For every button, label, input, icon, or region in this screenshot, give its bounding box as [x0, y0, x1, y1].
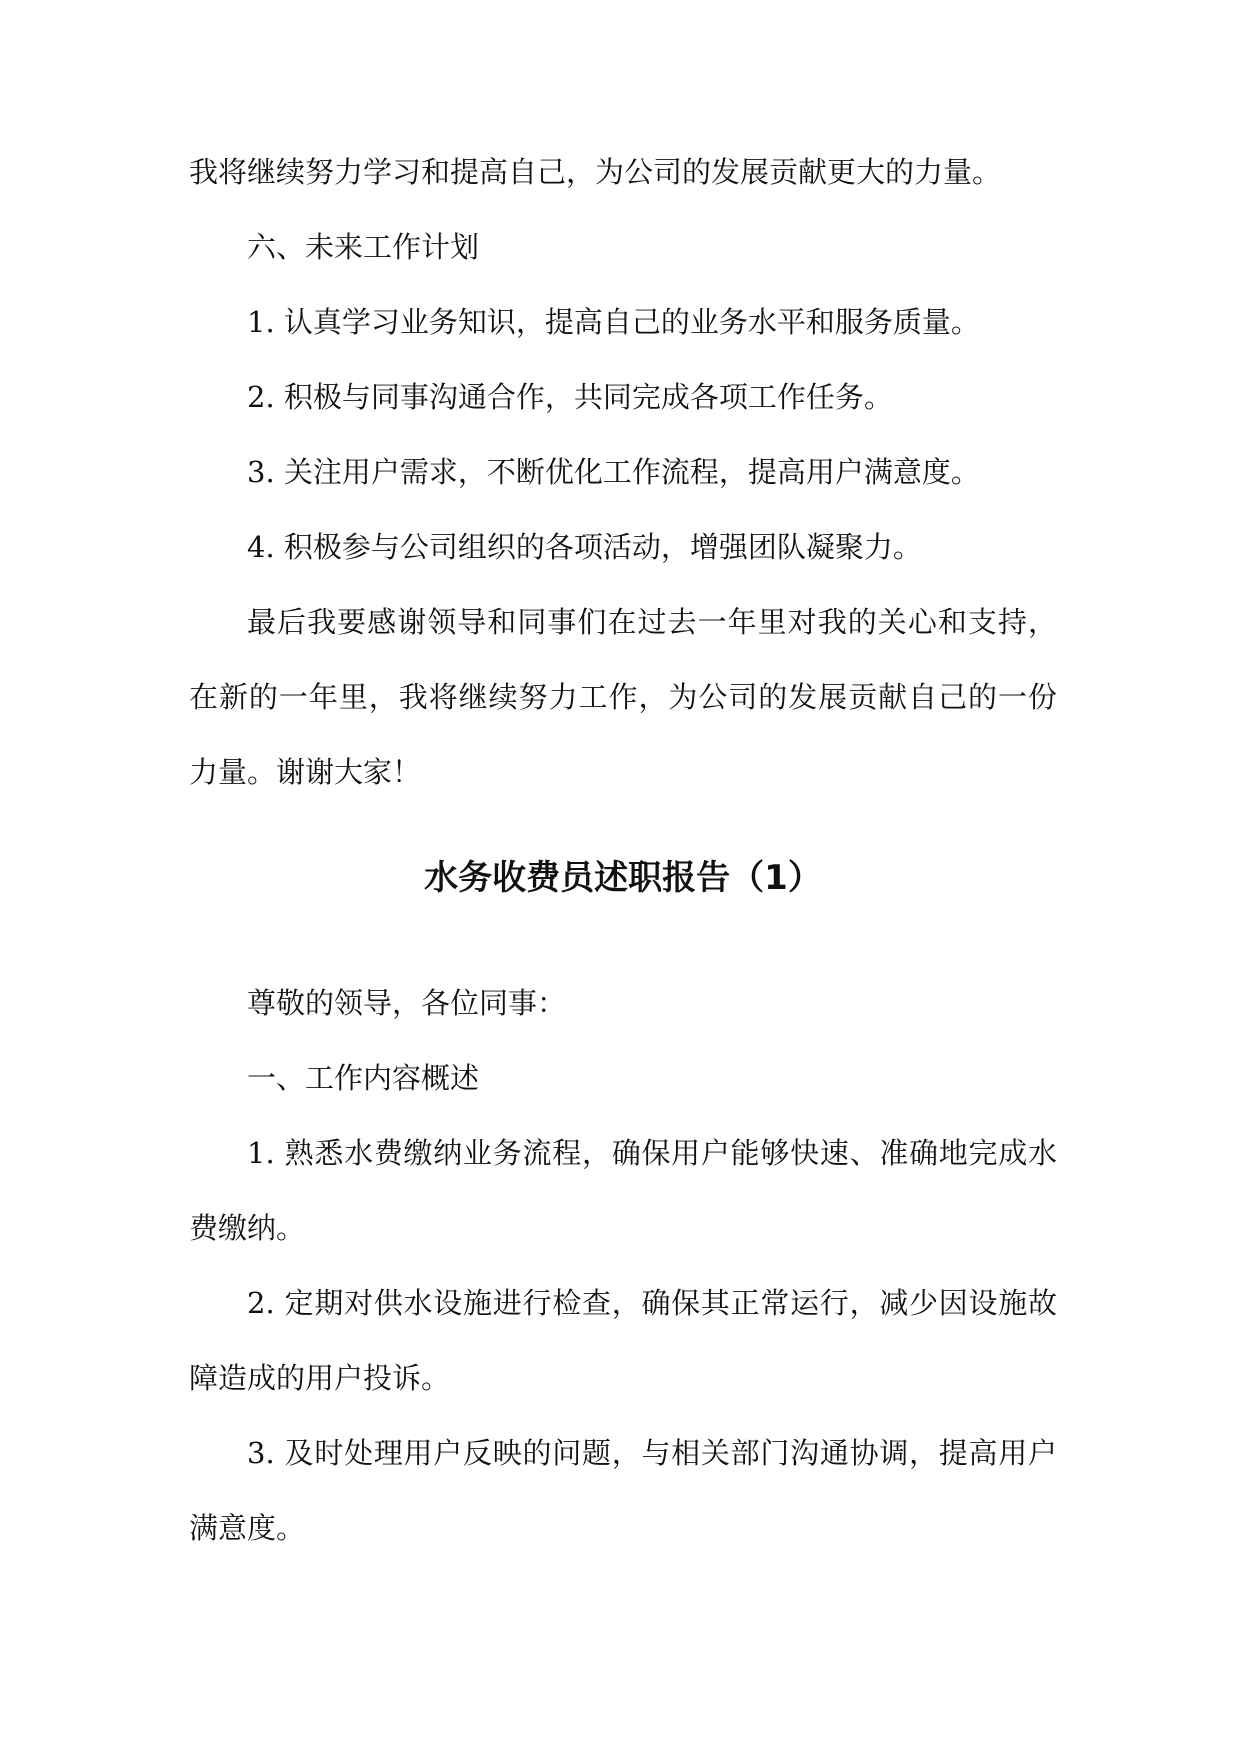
report-part-two — [189, 966, 1057, 1566]
closing-paragraph: 最后我要感谢领导和同事们在过去一年里对我的关心和支持，在新的一年里，我将继续努力工作，为公司的发展贡献自己的一份力量。谢谢大家！ — [189, 605, 1057, 789]
plan-item-4: 4. 积极参与公司组织的各项活动，增强团队凝聚力。 — [247, 530, 922, 564]
plan-item-3: 3. 关注用户需求，不断优化工作流程，提高用户满意度。 — [247, 455, 980, 489]
paragraph-continued: 我将继续努力学习和提高自己，为公司的发展贡献更大的力量。 — [189, 155, 1002, 189]
section-heading-work-overview: 一、工作内容概述 — [247, 1061, 480, 1095]
plan-item-2: 2. 积极与同事沟通合作，共同完成各项工作任务。 — [247, 380, 893, 414]
report-title: 水务收费员述职报告（1） — [424, 858, 822, 898]
work-item-1: 1. 熟悉水费缴纳业务流程，确保用户能够快速、准确地完成水费缴纳。 — [189, 1136, 1057, 1245]
report-part-one — [189, 135, 1057, 810]
section-heading-future-plan: 六、未来工作计划 — [247, 230, 480, 264]
plan-item-1: 1. 认真学习业务知识，提高自己的业务水平和服务质量。 — [247, 305, 980, 339]
greeting: 尊敬的领导，各位同事： — [247, 986, 567, 1020]
work-item-2: 2. 定期对供水设施进行检查，确保其正常运行，减少因设施故障造成的用户投诉。 — [189, 1286, 1057, 1395]
work-item-3: 3. 及时处理用户反映的问题，与相关部门沟通协调，提高用户满意度。 — [189, 1436, 1057, 1545]
